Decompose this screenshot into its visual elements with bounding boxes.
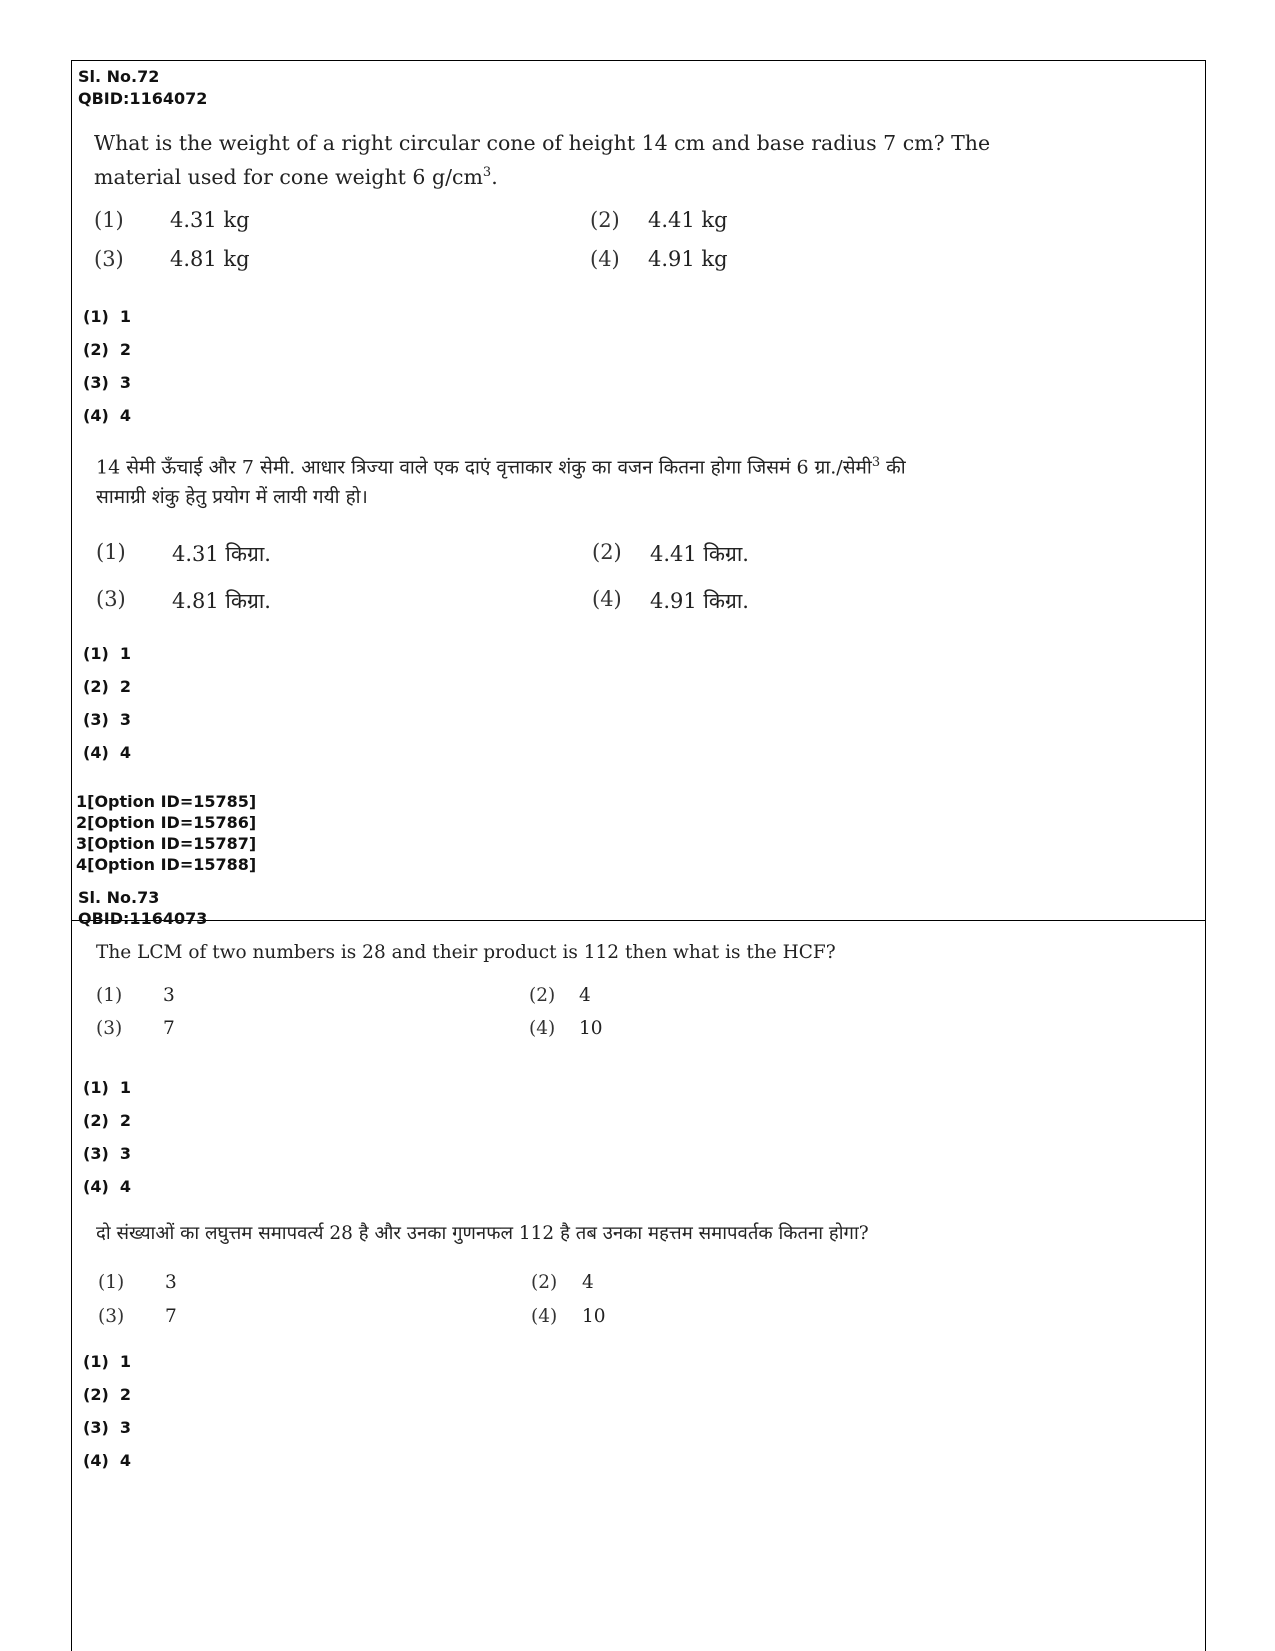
option-text: 4.31 किग्रा.: [172, 542, 271, 566]
option-number: (3): [96, 1018, 123, 1039]
option-number: (2): [531, 1272, 558, 1293]
option-id: 2[Option ID=15786]: [76, 813, 257, 832]
option-text: 4.91 kg: [648, 247, 728, 271]
option-text: 4: [582, 1272, 594, 1293]
question-stem-hindi: दो संख्याओं का लघुत्तम समापवर्त्य 28 है और उनका गुणनफल 112 है तब उनका महत्तम समापवर्तक कितना होगा?: [96, 1223, 869, 1244]
question-stem-hindi-line2: सामाग्री शंकु हेतु प्रयोग में लायी गयी हो।: [96, 486, 368, 508]
option-text: 4.81 kg: [170, 247, 250, 271]
question-stem-hindi-line1: 14 सेमी ऊँचाई और 7 सेमी. आधार त्रिज्या वाले एक दाएं वृत्ताकार शंकु का वजन कितना होगा जिसमं 6 ग्रा./सेमी$^3$ की: [96, 455, 906, 479]
option-number: (2): [592, 540, 622, 564]
answer-choice: (1) 1: [83, 1078, 132, 1097]
answer-choice: (2) 2: [83, 340, 132, 359]
answer-choice: (3) 3: [83, 373, 132, 392]
qbid: QBID:1164072: [78, 89, 208, 108]
answer-choice: (3) 3: [83, 1144, 132, 1163]
option-number: (3): [98, 1306, 125, 1327]
option-text: 10: [579, 1018, 603, 1039]
option-number: (2): [529, 985, 556, 1006]
answer-choice: (1) 1: [83, 644, 132, 663]
option-number: (4): [590, 247, 620, 271]
qbid: QBID:1164073: [78, 909, 208, 928]
option-text: 4.41 kg: [648, 208, 728, 232]
option-text: 7: [163, 1018, 175, 1039]
serial-number: Sl. No.72: [78, 67, 160, 86]
serial-number: Sl. No.73: [78, 888, 160, 907]
question-stem-english: The LCM of two numbers is 28 and their product is 112 then what is the HCF?: [96, 942, 836, 963]
option-text: 3: [165, 1272, 177, 1293]
question-stem-english-line1: What is the weight of a right circular cone of height 14 cm and base radius 7 cm? The: [94, 131, 991, 155]
option-text: 4.31 kg: [170, 208, 250, 232]
option-id: 4[Option ID=15788]: [76, 855, 257, 874]
answer-choice: (4) 4: [83, 1451, 132, 1470]
option-text: 3: [163, 985, 175, 1006]
answer-choice: (2) 2: [83, 1111, 132, 1130]
option-id: 1[Option ID=15785]: [76, 792, 257, 811]
option-number: (4): [531, 1306, 558, 1327]
option-number: (1): [96, 985, 123, 1006]
option-text: 4.81 किग्रा.: [172, 589, 271, 613]
option-number: (3): [96, 587, 126, 611]
option-number: (1): [98, 1272, 125, 1293]
answer-choice: (1) 1: [83, 1352, 132, 1371]
option-id: 3[Option ID=15787]: [76, 834, 257, 853]
option-number: (4): [592, 587, 622, 611]
answer-choice: (3) 3: [83, 710, 132, 729]
answer-choice: (1) 1: [83, 307, 132, 326]
answer-choice: (4) 4: [83, 1177, 132, 1196]
question-stem-english-line2: material used for cone weight 6 $g/cm^3$.: [94, 164, 498, 189]
option-text: 10: [582, 1306, 606, 1327]
option-number: (2): [590, 208, 620, 232]
answer-choice: (4) 4: [83, 406, 132, 425]
option-number: (3): [94, 247, 124, 271]
option-number: (1): [94, 208, 124, 232]
option-text: 4.41 किग्रा.: [650, 542, 749, 566]
answer-choice: (2) 2: [83, 677, 132, 696]
question-divider: [71, 920, 1206, 921]
answer-choice: (4) 4: [83, 743, 132, 762]
answer-choice: (3) 3: [83, 1418, 132, 1437]
option-text: 7: [165, 1306, 177, 1327]
option-text: 4: [579, 985, 591, 1006]
option-number: (4): [529, 1018, 556, 1039]
answer-choice: (2) 2: [83, 1385, 132, 1404]
option-number: (1): [96, 540, 126, 564]
option-text: 4.91 किग्रा.: [650, 589, 749, 613]
